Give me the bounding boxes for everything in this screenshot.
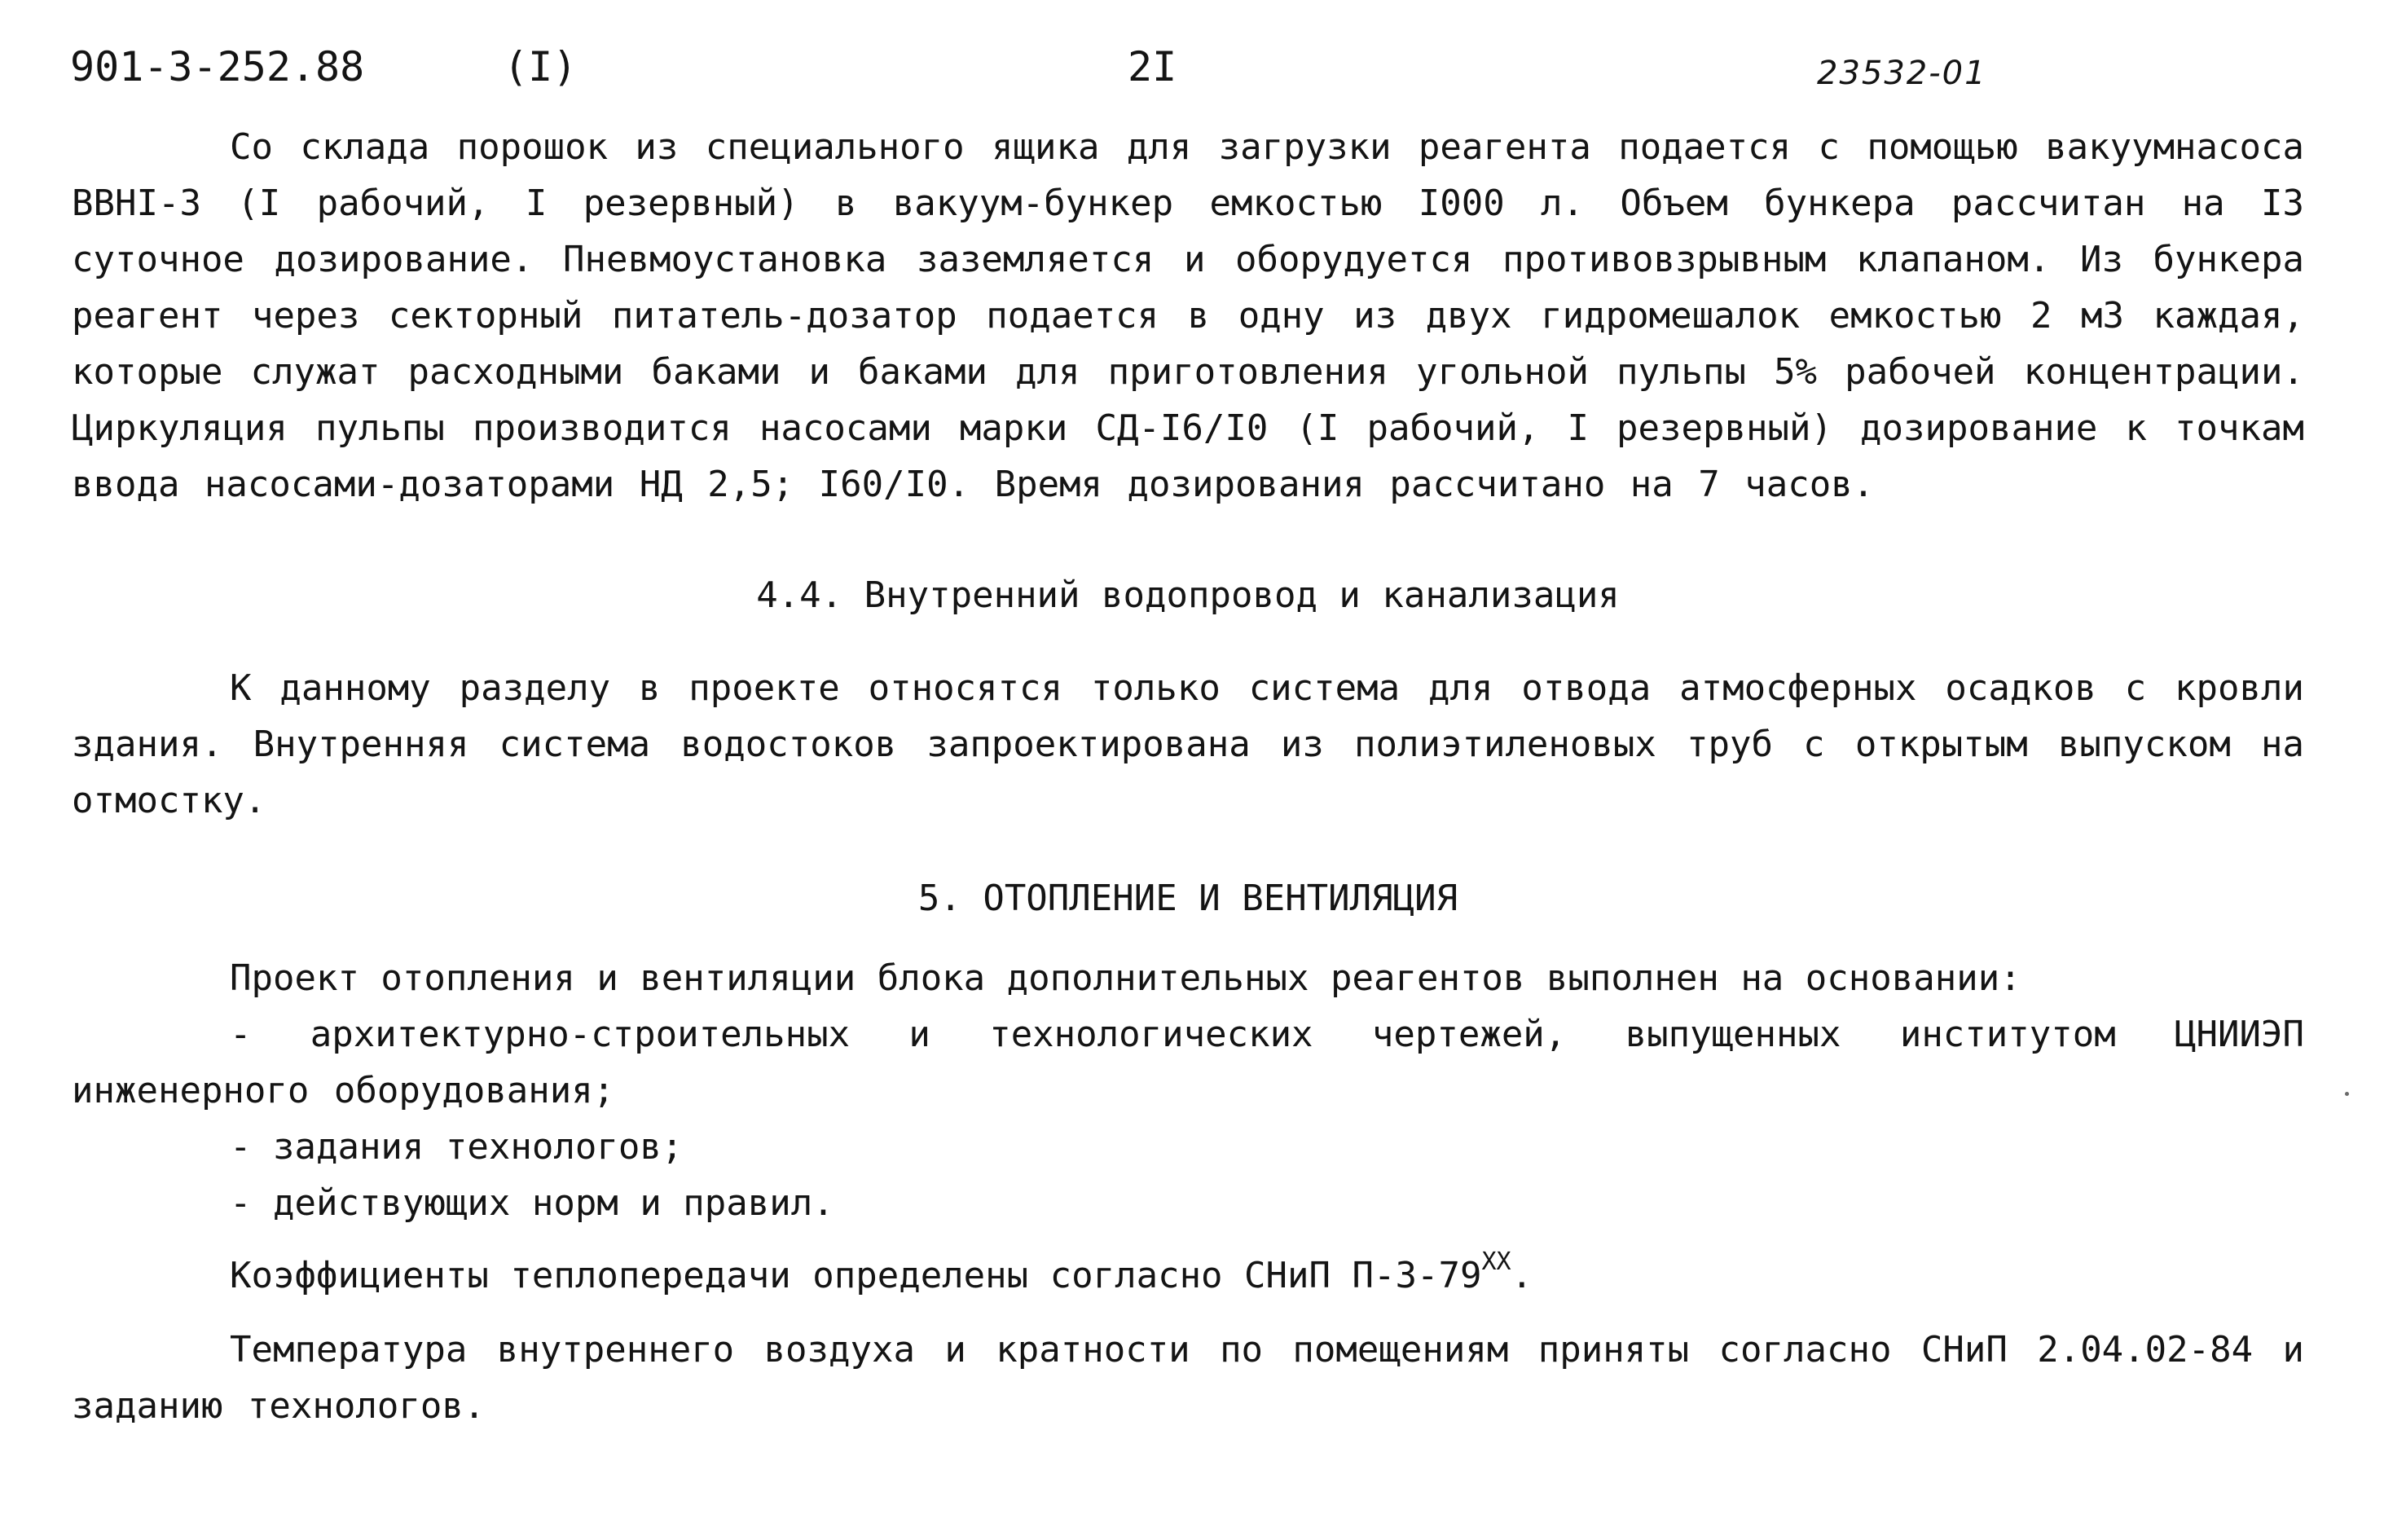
paragraph-heat-transfer	[230, 1247, 1533, 1304]
list-item: - задания технологов;	[230, 1126, 684, 1168]
heat-transfer-end: .	[1511, 1255, 1533, 1296]
section-heading-5: 5. ОТОПЛЕНИЕ И ВЕНТИЛЯЦИЯ	[917, 878, 1458, 919]
paragraph-heating-intro: Проект отопления и вентиляции блока дополнительных реагентов выполнен на основании:	[230, 957, 2021, 999]
paragraph-air-temperature: Температура внутреннего воздуха и кратности по помещениям приняты согласно СНиП 2.04.02-84 и заданию технологов.	[72, 1329, 2304, 1427]
list-item: - действующих норм и правил.	[230, 1182, 834, 1224]
section-heading-4-4: 4.4. Внутренний водопровод и канализация	[756, 574, 1620, 616]
page-number: 2I	[1128, 43, 1177, 90]
scan-speck	[2345, 1092, 2349, 1096]
heat-transfer-text: Коэффициенты теплопередачи определены согласно СНиП П-3-79	[230, 1255, 1482, 1296]
document-code: 901-3-252.88	[70, 43, 365, 90]
sheet-mark: (I)	[504, 43, 578, 90]
snip-superscript: XX	[1481, 1247, 1511, 1276]
paragraph-reagent-dosing: Со склада порошок из специального ящика для загрузки реагента подается с помощью вакуумнасоса ВВНI-3 (I рабочий, I резервный) в вакуум-бункер емкостью I000 л. Объем бункера рассчитан на I3 суточное дозирование. Пневмоустановка заземляется и оборудуется противовзрывным клапаном. Из бункера реагент через секторный питатель-дозатор подается в одну из двух гидромешалок емкостью 2 м3 каждая, которые служат расходными баками и баками для приготовления угольной пульпы 5% рабочей концентрации. Циркуляция пульпы производится насосами марки СД-I6/I0 (I рабочий, I резервный) дозирование к точкам ввода насосами-дозаторами НД 2,5; I60/I0. Время дозирования рассчитано на 7 часов.	[72, 126, 2304, 505]
paragraph-drainage: К данному разделу в проекте относятся только система для отвода атмосферных осадков с кровли здания. Внутренняя система водостоков запроектирована из полиэтиленовых труб с открытым выпуском на отмостку.	[72, 667, 2304, 821]
archive-number: 23532-01	[1817, 55, 1987, 92]
list-item: - архитектурно-строительных и технологических чертежей, выпущенных институтом ЦНИИЭП инженерного оборудования;	[72, 1014, 2304, 1111]
